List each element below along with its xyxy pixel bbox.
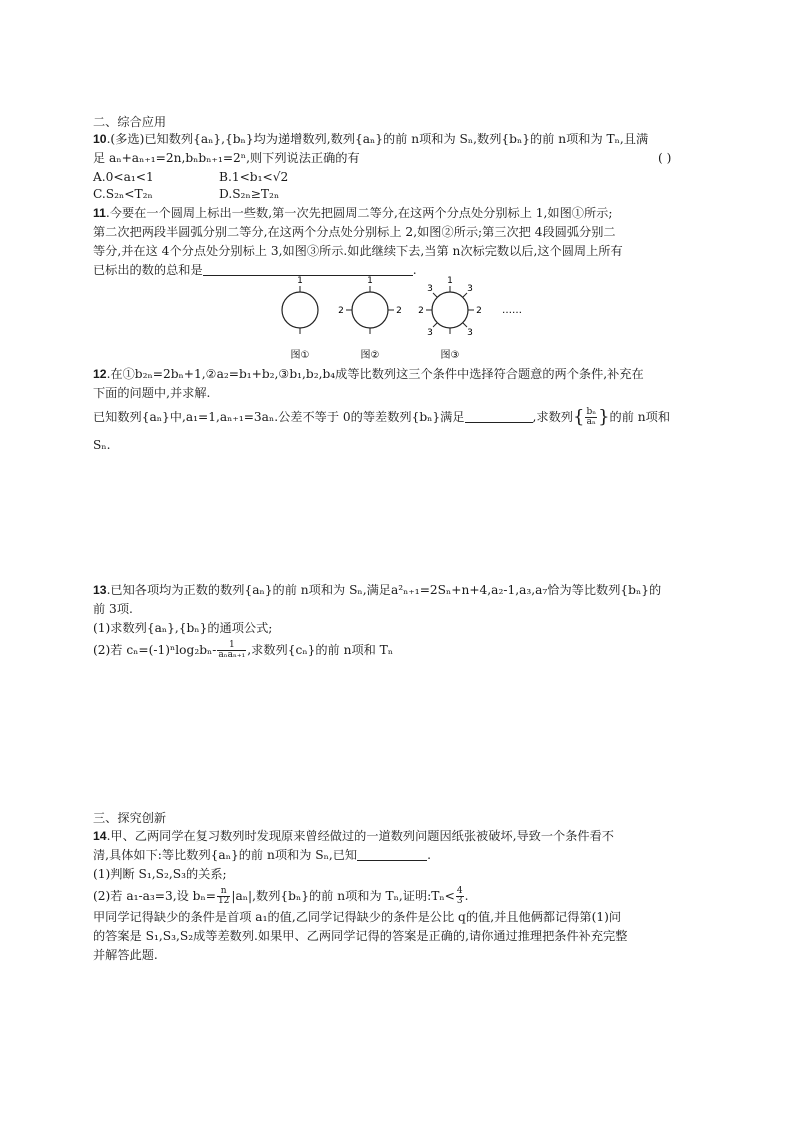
q10-number: 10 xyxy=(93,132,107,146)
fig3-mark-tl: 3 xyxy=(427,284,433,294)
q12-fraction: $\frac{\text{bₙ}}{\text{aₙ}}$ xyxy=(586,407,597,427)
q10-option-c: C.S₂ₙ<T₂ₙ xyxy=(93,187,153,201)
q10-answer-paren: ( ) xyxy=(658,151,672,165)
q13-line2: 前 3项. xyxy=(93,602,133,616)
q14-condition-blank xyxy=(357,860,427,861)
q12-line1: 12.在①b₂ₙ=2bₙ+1,②a₂=b₁+b₂,③b₁,b₂,b₄成等比数列这三个条件中选择符合题意的两个条件,补充在 xyxy=(93,367,644,381)
q11-line4: 已标出的数的总和是 . xyxy=(93,263,417,277)
q14-fraction-n12: $\frac{n}{12}$ xyxy=(217,886,230,906)
q12-line2: 下面的问题中,并求解. xyxy=(93,386,211,400)
fig2-mark-right: 2 xyxy=(396,306,402,316)
q14-line4: (2)若 a₁-a₃=3,设 bₙ= $\frac{n}{12}$ |aₙ|,数列{bₙ}的前 n项和为 Tₙ,证明:Tₙ< $\frac{4}{3}$ . xyxy=(93,886,469,906)
q14-number: 14 xyxy=(93,829,107,843)
q12-line4: Sₙ. xyxy=(93,438,111,452)
section-2-title: 二、综合应用 xyxy=(93,115,167,129)
fig3-mark-right: 2 xyxy=(476,306,482,316)
q11-number: 11 xyxy=(93,206,106,220)
figure-ellipsis: …… xyxy=(502,305,522,316)
q10-option-d: D.S₂ₙ≥T₂ₙ xyxy=(219,187,280,201)
q14-line7: 并解答此题. xyxy=(93,948,158,962)
q14-line6: 的答案是 S₁,S₃,S₂成等差数列.如果甲、乙两同学记得的答案是正确的,请你通过推理把条件补充完整 xyxy=(93,929,628,943)
q14-line1: 14.甲、乙两同学在复习数列时发现原来曾经做过的一道数列问题因纸张被破坏,导致一个条件看不 xyxy=(93,829,614,843)
figure-3 xyxy=(418,276,482,361)
q14-line5: 甲同学记得缺少的条件是首项 a₁的值,乙同学记得缺少的条件是公比 q的值,并且他俩都记得第(1)问 xyxy=(93,910,622,924)
q11-line3: 等分,并在这 4个分点处分别标上 3,如图③所示.如此继续下去,当第 n次标完数以后,这个圆周上所有 xyxy=(93,244,623,258)
q14-fraction-4-3: $\frac{4}{3}$ xyxy=(456,886,463,906)
q14-line3: (1)判断 S₁,S₂,S₃的关系; xyxy=(93,867,227,881)
fig3-mark-tr: 3 xyxy=(467,284,473,294)
q10-option-b: B.1<b₁<√2 xyxy=(219,170,289,184)
fig3-mark-left: 2 xyxy=(418,306,424,316)
q13-fraction: $\frac{1}{\text{aₙaₙ₊₁}}$ xyxy=(218,640,246,660)
q12-number: 12 xyxy=(93,367,107,381)
q10-line2: 足 aₙ+aₙ₊₁=2n,bₙbₙ₊₁=2ⁿ,则下列说法正确的有 xyxy=(93,151,360,165)
fig2-mark-left: 2 xyxy=(338,306,344,316)
q13-number: 13 xyxy=(93,583,107,597)
q10-option-a: A.0<a₁<1 xyxy=(93,170,154,184)
q13-line3: (1)求数列{aₙ},{bₙ}的通项公式; xyxy=(93,621,273,635)
fig1-label: 图① xyxy=(290,350,310,361)
fig2-mark-top: 1 xyxy=(367,276,373,286)
fig2-label: 图② xyxy=(360,350,380,361)
q11-line1: 11.今要在一个圆周上标出一些数,第一次先把圆周二等分,在这两个分点处分别标上 1,如图①所示; xyxy=(93,206,613,220)
figure-2 xyxy=(338,276,402,361)
q11-circle-figures xyxy=(270,270,530,365)
fig3-mark-br: 3 xyxy=(467,328,473,338)
q12-line3: 已知数列{aₙ}中,a₁=1,aₙ₊₁=3aₙ.公差不等于 0的等差数列{bₙ}满足 ,求数列{ $\frac{\text{bₙ}}{\text{aₙ}}$ }的前 n项和 xyxy=(93,406,671,428)
q12-condition-blank xyxy=(465,422,533,423)
fig3-label: 图③ xyxy=(440,350,460,361)
q10-line1: 10.(多选)已知数列{aₙ},{bₙ}均为递增数列,数列{aₙ}的前 n项和为 Sₙ,数列{bₙ}的前 n项和为 Tₙ,且满 xyxy=(93,132,649,146)
section-3-title: 三、探究创新 xyxy=(93,811,167,825)
q13-line4: (2)若 cₙ=(-1)ⁿlog₂bₙ- $\frac{1}{\text{aₙaₙ₊₁}}$ ,求数列{cₙ}的前 n项和 Tₙ xyxy=(93,640,394,660)
fig3-mark-top: 1 xyxy=(447,276,453,286)
q14-line2: 清,具体如下:等比数列{aₙ}的前 n项和为 Sₙ,已知 . xyxy=(93,848,431,862)
fig3-mark-bl: 3 xyxy=(427,328,433,338)
figure-1 xyxy=(282,276,318,361)
q11-line2: 第二次把两段半圆弧分别二等分,在这两个分点处分别标上 2,如图②所示;第三次把 4段圆弧分别二 xyxy=(93,225,616,239)
fig1-mark-top: 1 xyxy=(297,276,303,286)
q13-line1: 13.已知各项均为正数的数列{aₙ}的前 n项和为 Sₙ,满足a²ₙ₊₁=2Sₙ+n+4,a₂-1,a₃,a₇恰为等比数列{bₙ}的 xyxy=(93,583,662,597)
